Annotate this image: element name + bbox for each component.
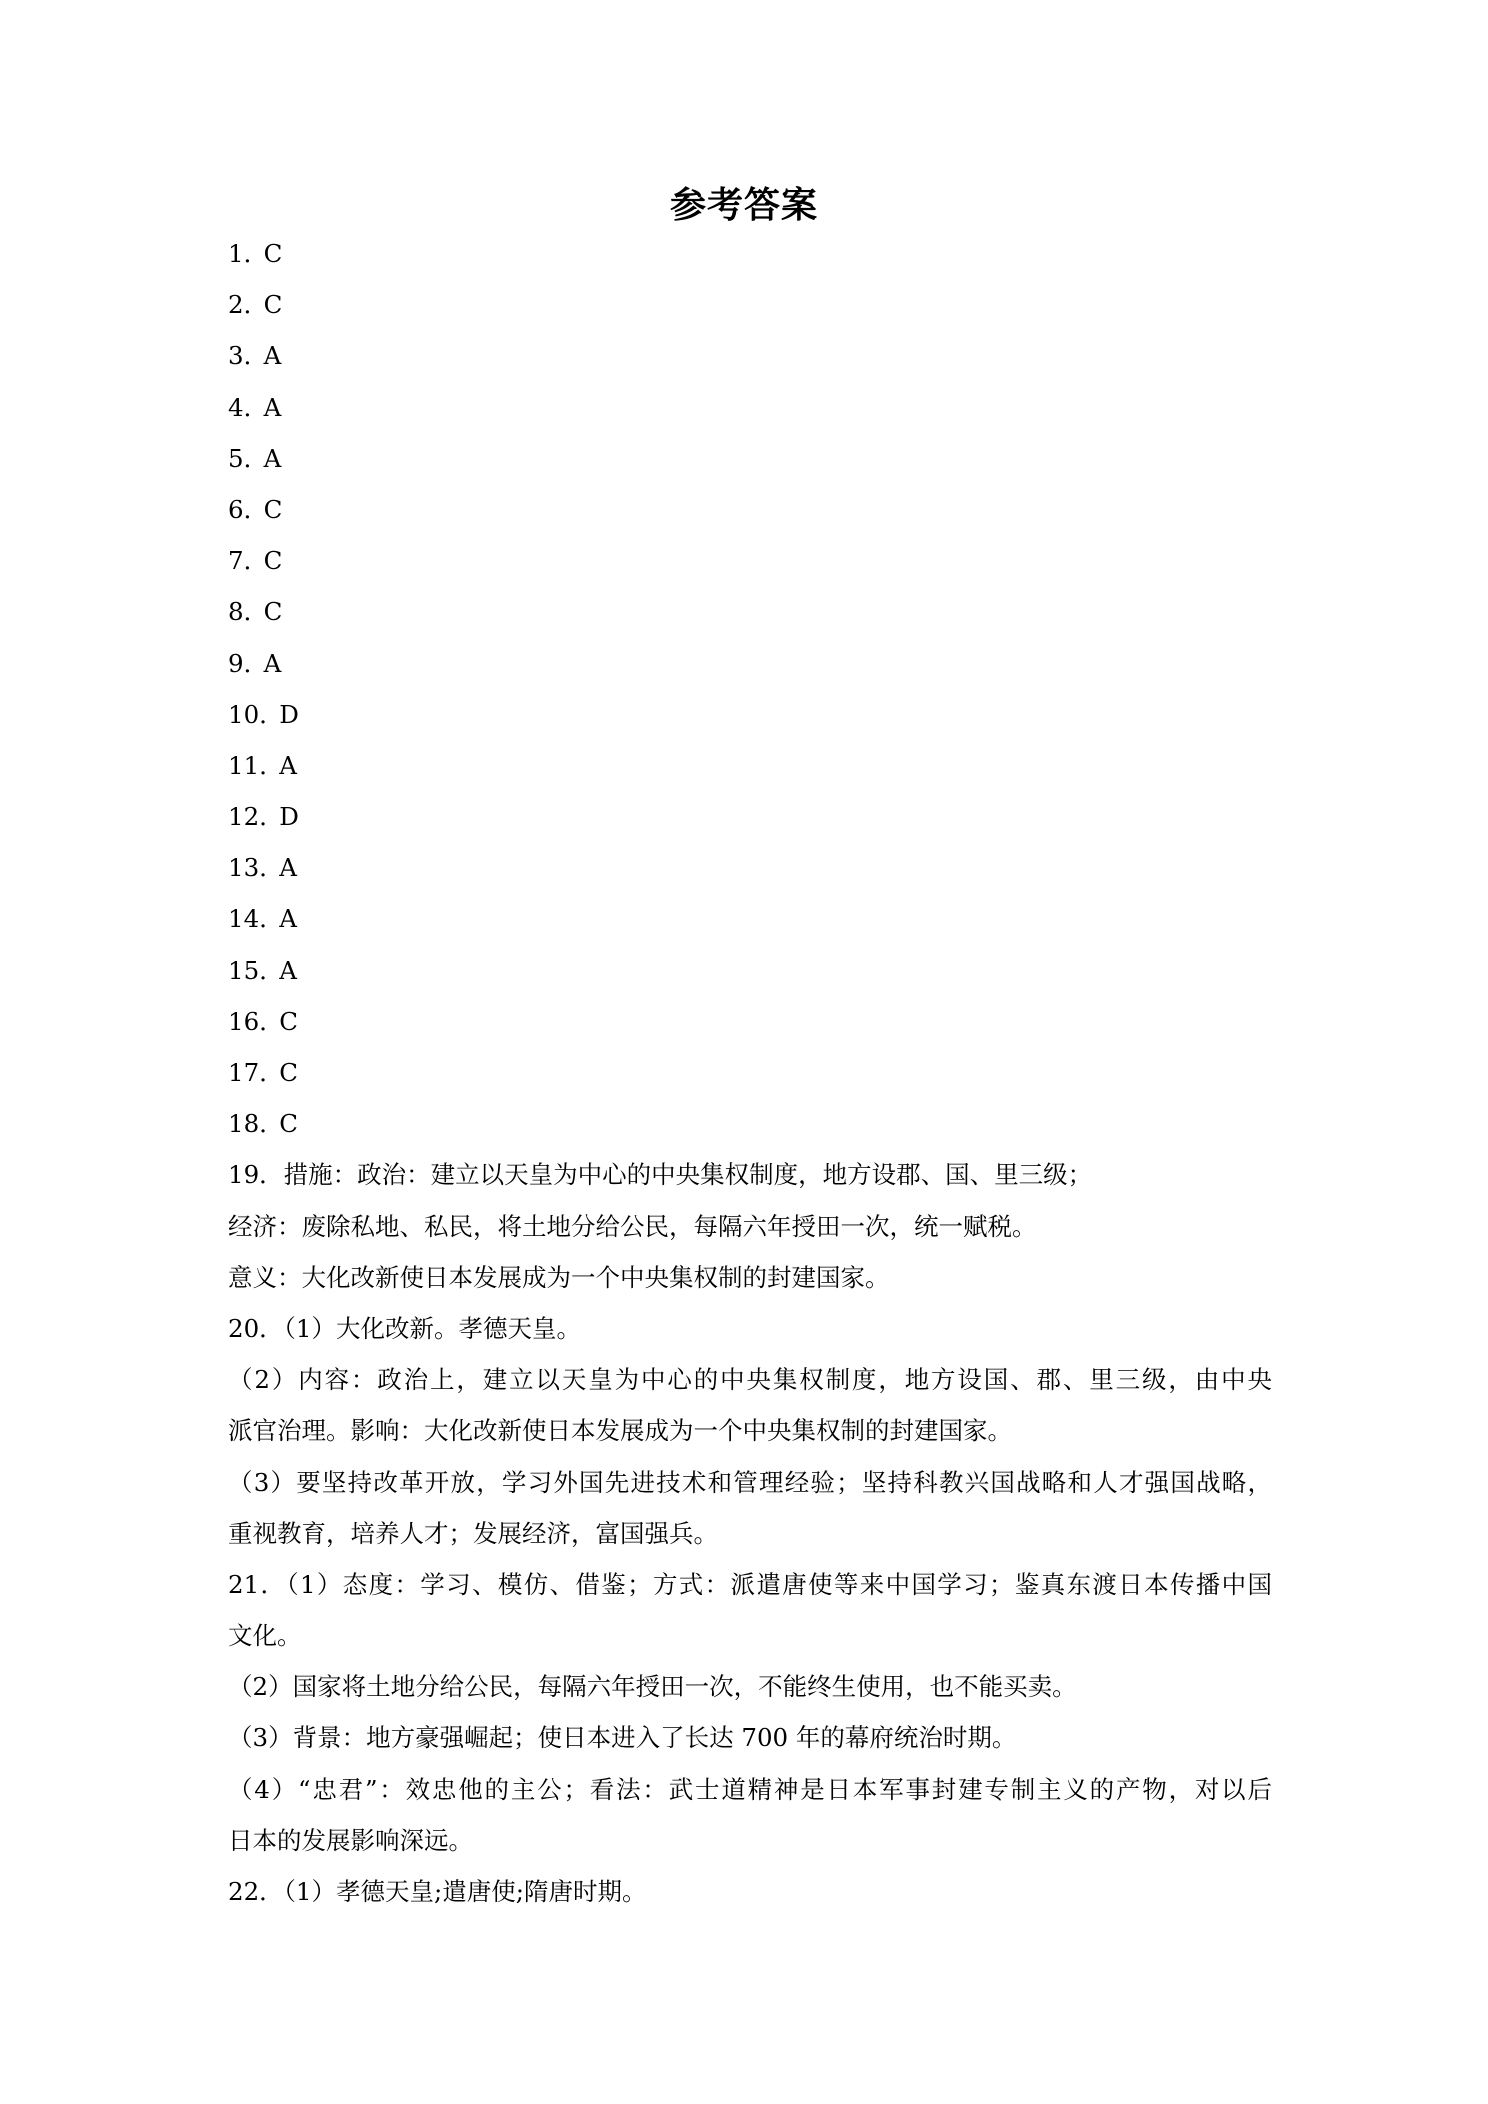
answer-separator: ． (259, 699, 284, 729)
answer-separator: ． (243, 443, 269, 473)
multiple-choice-answers (228, 228, 1272, 1149)
answer-number: 5 (228, 443, 244, 473)
answer-number: 16 (228, 1006, 260, 1036)
answer-choice: D (279, 802, 299, 832)
essay-line: 22．（1）孝德天皇;遣唐使;隋唐时期。 (228, 1877, 647, 1906)
answer-number: 11 (228, 750, 260, 780)
answer-choice: A (263, 392, 282, 422)
answer-number: 18 (228, 1109, 260, 1139)
answer-item (228, 535, 1272, 586)
answer-item (228, 279, 1272, 330)
answer-item (228, 893, 1272, 944)
answer-separator: ． (259, 802, 284, 832)
essay-line: （2）国家将土地分给公民，每隔六年授田一次，不能终生使用，也不能买卖。 (228, 1672, 1077, 1702)
answer-separator: ． (259, 853, 284, 883)
essay-line: 经济：废除私地、私民，将土地分给公民，每隔六年授田一次，统一赋税。 (228, 1211, 1037, 1241)
essay-line: 派官治理。影响：大化改新使日本发展成为一个中央集权制的封建国家。 (228, 1416, 1012, 1446)
answer-separator: ． (243, 392, 269, 422)
answer-number: 1 (228, 239, 244, 268)
answer-choice: C (279, 1109, 298, 1139)
answer-separator: ． (243, 290, 269, 320)
answer-choice: A (279, 853, 297, 883)
answer-separator: ． (259, 955, 284, 985)
answer-item (228, 996, 1272, 1047)
answer-separator: ． (243, 341, 269, 371)
essay-line: （4）“忠君”：效忠他的主公；看法：武士道精神是日本军事封建专制主义的产物，对以后 (228, 1774, 1272, 1804)
answer-item (228, 382, 1272, 433)
answer-choice: A (279, 955, 297, 985)
answer-choice: D (279, 699, 299, 729)
answer-item (228, 484, 1272, 535)
answer-separator: ． (259, 904, 284, 934)
answer-choice: A (263, 443, 282, 473)
answer-separator: ． (243, 648, 269, 678)
essay-answers (228, 1149, 1272, 1917)
answer-item (228, 638, 1272, 689)
essay-line: 19．措施：政治：建立以天皇为中心的中央集权制度，地方设郡、国、里三级； (228, 1160, 1093, 1190)
answer-choice: C (263, 597, 283, 627)
answer-number: 14 (228, 904, 260, 934)
page-title: 参考答案 (669, 185, 818, 226)
answer-choice: A (279, 750, 297, 780)
essay-line: 意义：大化改新使日本发展成为一个中央集权制的封建国家。 (228, 1262, 890, 1292)
answer-item (228, 740, 1272, 791)
essay-line: 20．（1）大化改新。孝德天皇。 (228, 1313, 582, 1343)
answer-separator: ． (243, 239, 269, 268)
answer-choice: A (279, 904, 297, 934)
answer-number: 9 (228, 648, 244, 678)
essay-line: （3）要坚持改革开放，学习外国先进技术和管理经验；坚持科教兴国战略和人才强国战略， (228, 1467, 1272, 1497)
essay-line: 文化。 (228, 1621, 302, 1651)
essay-line: 日本的发展影响深远。 (228, 1825, 473, 1855)
essay-line: （3）背景：地方豪强崛起；使日本进入了长达 700 年的幕府统治时期。 (228, 1723, 1017, 1753)
answer-separator: ． (259, 750, 284, 780)
essay-line: 重视教育，培养人才；发展经济，富国强兵。 (228, 1518, 718, 1548)
answer-separator: ． (243, 546, 269, 576)
answer-separator: ． (243, 597, 269, 627)
answer-number: 15 (228, 955, 260, 985)
answer-number: 6 (228, 494, 244, 524)
answer-item (228, 433, 1272, 484)
answer-item (228, 330, 1272, 381)
answer-number: 12 (228, 802, 260, 832)
answer-number: 13 (228, 853, 260, 883)
answer-choice: C (263, 546, 283, 576)
answer-item (228, 945, 1272, 996)
answer-item (228, 1098, 1272, 1149)
answer-number: 17 (228, 1058, 260, 1087)
answer-number: 7 (228, 546, 244, 576)
answer-item (228, 1047, 1272, 1098)
answer-number: 2 (228, 290, 244, 320)
answer-number: 8 (228, 597, 244, 627)
answer-item (228, 228, 1272, 279)
answer-separator: ． (259, 1058, 284, 1087)
answer-choice: C (279, 1006, 298, 1036)
answer-separator: ． (259, 1006, 284, 1036)
answer-choice: C (279, 1058, 298, 1087)
answer-separator: ． (259, 1109, 284, 1139)
answer-choice: A (263, 341, 282, 371)
answer-number: 3 (228, 341, 244, 371)
essay-line: （2）内容：政治上，建立以天皇为中心的中央集权制度，地方设国、郡、里三级，由中央 (228, 1365, 1272, 1395)
answer-choice: C (263, 239, 283, 268)
answer-item (228, 791, 1272, 842)
answer-item (228, 842, 1272, 893)
answer-choice: C (263, 290, 283, 320)
answer-item (228, 586, 1272, 637)
answer-number: 4 (228, 392, 244, 422)
essay-line: 21．（1）态度：学习、模仿、借鉴；方式：派遣唐使等来中国学习；鉴真东渡日本传播中国 (228, 1569, 1272, 1599)
answer-item (228, 689, 1272, 740)
answer-choice: C (263, 494, 283, 524)
answer-list (228, 228, 1272, 1917)
answer-number: 10 (228, 699, 260, 729)
answer-choice: A (263, 648, 282, 678)
answer-separator: ． (243, 494, 269, 524)
